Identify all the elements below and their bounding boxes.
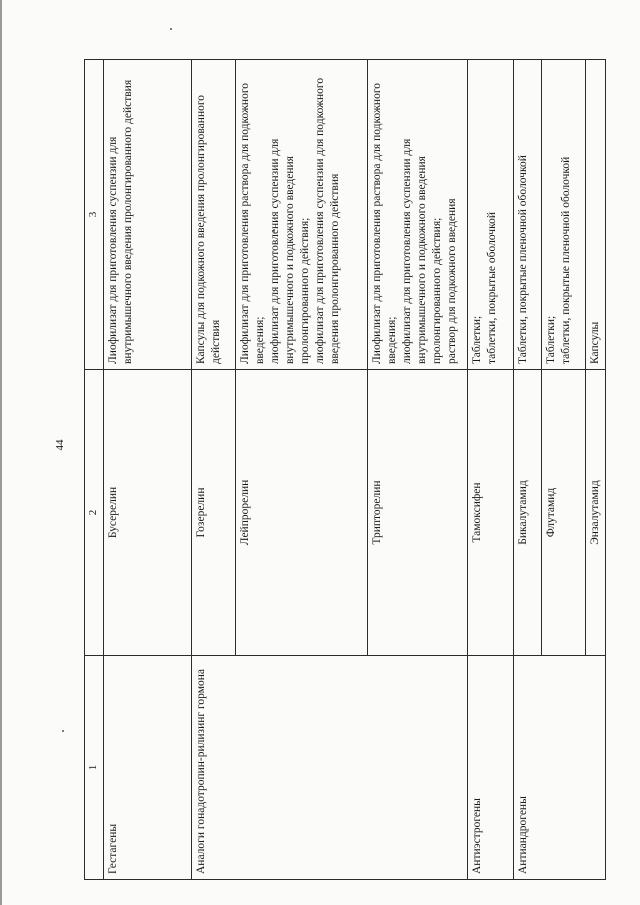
group-cell <box>586 656 606 880</box>
group-cell: Антиэстрогены <box>468 656 514 880</box>
drug-cell: Трипторелин <box>368 370 468 656</box>
form-line: лиофилизат для приготовления суспензии для подкожного введения пролонгированного действия <box>313 77 341 364</box>
table-row <box>236 60 368 880</box>
table-row <box>542 60 586 880</box>
group-cell: Гестагены <box>104 656 192 880</box>
drug-cell: Энзалутамид <box>586 370 606 656</box>
rotated-table-container <box>84 60 604 880</box>
header-cell: 2 <box>85 370 104 656</box>
header-cell: 1 <box>85 656 104 880</box>
form-line: лиофилизат для приготовления суспензии для внутримышечного и подкожного введения пролонгированного действия; <box>268 138 311 364</box>
group-cell: Аналоги гонадотропин-рилизинг гормона <box>192 656 236 880</box>
form-line: таблетки, покрытые пленочной оболочкой <box>559 156 572 364</box>
forms-cell <box>542 60 586 370</box>
form-line: лиофилизат для приготовления суспензии для внутримышечного и подкожного введения пролонгированного действия; <box>400 138 443 364</box>
scan-speck <box>62 730 64 732</box>
table-row <box>514 60 542 880</box>
table-row <box>586 60 606 880</box>
form-line: Таблетки, покрытые пленочной оболочкой <box>517 155 529 364</box>
form-line: таблетки, покрытые оболочкой <box>485 212 498 364</box>
form-line: Лиофилизат для приготовления раствора для подкожного введения; <box>371 82 398 364</box>
form-line: раствор для подкожного введения <box>445 198 458 364</box>
table-row <box>368 60 468 880</box>
table-header-row <box>85 60 104 880</box>
forms-cell <box>514 60 542 370</box>
forms-cell <box>368 60 468 370</box>
table-row <box>192 60 236 880</box>
drug-table <box>84 59 606 880</box>
scan-edge <box>0 0 2 905</box>
group-cell <box>542 656 586 880</box>
drug-cell: Гозерелин <box>192 370 236 656</box>
group-cell: Антиандрогены <box>514 656 542 880</box>
header-cell: 3 <box>85 60 104 370</box>
drug-cell: Тамоксифен <box>468 370 514 656</box>
forms-cell <box>236 60 368 370</box>
form-line: Таблетки; <box>471 315 483 364</box>
drug-cell: Бусерелин <box>104 370 192 656</box>
form-line: Лиофилизат для приготовления раствора для подкожного введения; <box>239 82 266 364</box>
drug-cell: Флутамид <box>542 370 586 656</box>
group-cell <box>236 656 368 880</box>
forms-cell <box>586 60 606 370</box>
drug-cell: Бикалутамид <box>514 370 542 656</box>
group-cell <box>368 656 468 880</box>
scan-speck <box>170 28 172 30</box>
forms-cell <box>468 60 514 370</box>
table-row <box>104 60 192 880</box>
drug-cell: Лейпрорелин <box>236 370 368 656</box>
form-line: Капсулы <box>589 321 601 364</box>
table-row <box>468 60 514 880</box>
forms-cell <box>192 60 236 370</box>
form-line: Таблетки; <box>545 315 557 364</box>
form-line: Лиофилизат для приготовления суспензии для внутримышечного введения пролонгированного действия <box>107 79 134 364</box>
forms-cell <box>104 60 192 370</box>
form-line: Капсулы для подкожного введения пролонгированного действия <box>195 94 222 364</box>
page-number: 44 <box>54 439 66 451</box>
